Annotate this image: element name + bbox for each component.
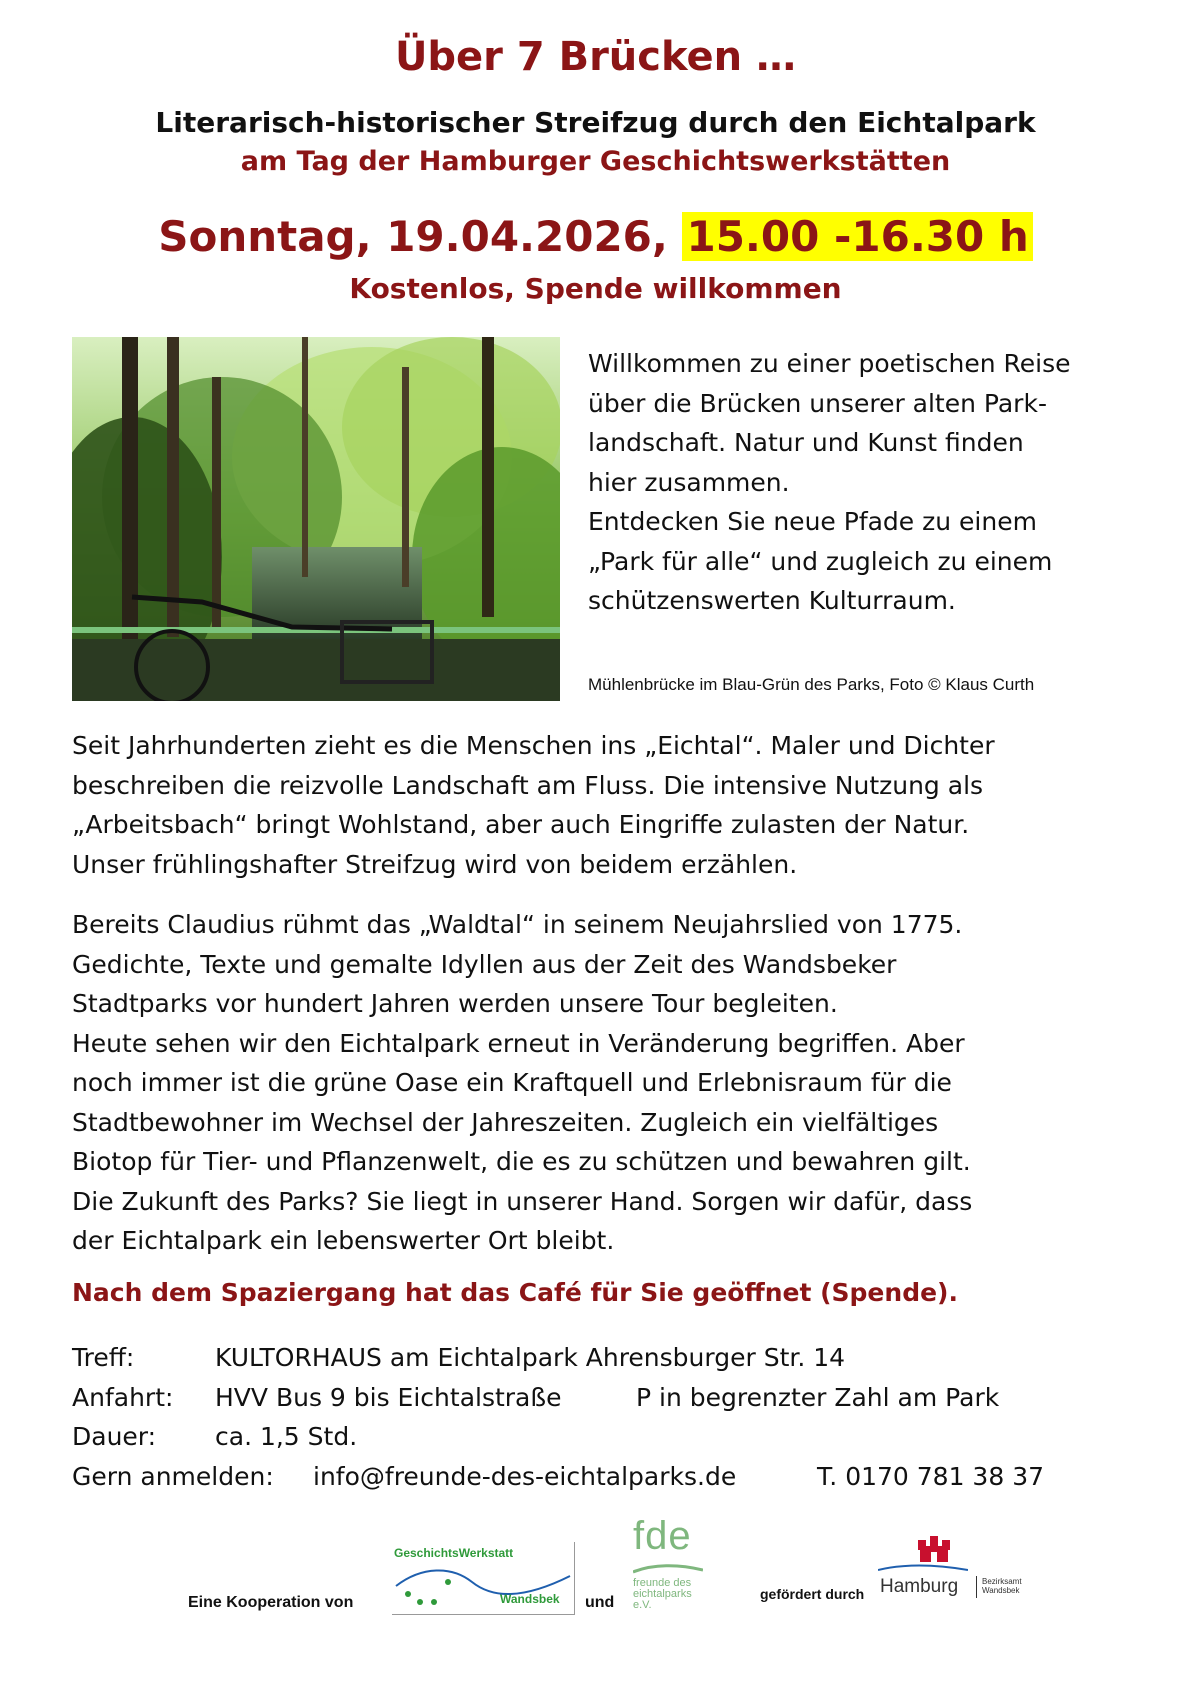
hamburg-logo-sub: Bezirksamt [982,1577,1022,1586]
intro-line: schützenswerten Kulturraum. [588,586,956,615]
intro-line: „Park für alle“ und zugleich zu einem [588,546,1053,576]
info-label: Treff: [72,1343,135,1372]
event-subtitle: Literarisch-historischer Streifzug durch den Eichtalpark [155,106,1036,139]
intro-line: landschaft. Natur und Kunst finden [588,428,1024,457]
event-time-highlight: 15.00 -16.30 h [682,212,1032,261]
info-label: Anfahrt: [72,1382,174,1412]
intro-line: Entdecken Sie neue Pfade zu einem [588,507,1037,536]
paragraph-line: Die Zukunft des Parks? Sie liegt in unserer Hand. Sorgen wir dafür, dass [72,1186,973,1216]
contact-phone: T. 0170 781 38 37 [817,1461,1045,1491]
photo-caption: Mühlenbrücke im Blau-Grün des Parks, Foto © Klaus Curth [588,675,1035,694]
fde-logo-line: eichtalparks [633,1588,692,1600]
paragraph-line: Seit Jahrhunderten zieht es die Menschen ins „Eichtal“. Maler und Dichter [72,731,995,760]
event-date-line [0,212,1191,261]
paragraph-line: Heute sehen wir den Eichtalpark erneut in Veränderung begriffen. Aber [72,1028,965,1058]
gw-logo-top: GeschichtsWerkstatt [394,1546,514,1560]
fde-logo-line: e.V. [633,1599,652,1611]
info-label: Gern anmelden: [72,1461,274,1491]
fde-logo-line: freunde des [633,1577,692,1589]
info-parking: P in begrenzter Zahl am Park [636,1382,1000,1412]
und-label: und [585,1594,615,1611]
event-cost: Kostenlos, Spende willkommen [349,272,842,305]
intro-line: hier zusammen. [588,467,790,497]
hamburg-logo-text: Hamburg [880,1576,959,1597]
hamburg-castle-icon [916,1534,952,1566]
paragraph-line: beschreiben die reizvolle Landschaft am Fluss. Die intensive Nutzung als [72,770,984,800]
cooperation-label: Eine Kooperation von [188,1594,354,1611]
paragraph-line: Bereits Claudius rühmt das „Waldtal“ in seinem Neujahrslied von 1775. [72,910,963,939]
cafe-note: Nach dem Spaziergang hat das Café für Sie geöffnet (Spende). [72,1278,958,1307]
paragraph-line: Biotop für Tier- und Pflanzenwelt, die es zu schützen und bewahren gilt. [72,1147,971,1176]
paragraph-line: Stadtparks vor hundert Jahren werden unsere Tour begleiten. [72,989,838,1018]
hamburg-logo-sub: Wandsbek [982,1586,1020,1595]
info-value: KULTORHAUS am Eichtalpark Ahrensburger Str. 14 [215,1343,846,1372]
park-photo [72,337,560,701]
intro-line: über die Brücken unserer alten Park- [588,388,1047,418]
info-value: HVV Bus 9 bis Eichtalstraße [215,1382,562,1412]
info-label: Dauer: [72,1422,157,1451]
intro-line: Willkommen zu einer poetischen Reise [588,349,1071,378]
paragraph-line: „Arbeitsbach“ bringt Wohlstand, aber auch Eingriffe zulasten der Natur. [72,810,970,839]
event-occasion: am Tag der Hamburger Geschichtswerkstätten [240,146,951,177]
gw-logo-bottom: Wandsbek [500,1592,560,1606]
hamburg-logo [878,1534,1038,1604]
gefoerdert-label: gefördert durch [760,1586,865,1602]
paragraph-line: Gedichte, Texte und gemalte Idyllen aus der Zeit des Wandsbeker [72,949,897,979]
contact-email-link[interactable]: info@freunde-des-eichtalparks.de [313,1461,737,1491]
fde-logo-big: fde [633,1514,692,1558]
intro-text [588,344,1158,621]
paragraph-history [72,726,1132,884]
geschichtswerkstatt-logo [392,1542,575,1615]
info-value: ca. 1,5 Std. [215,1422,358,1451]
event-date: Sonntag, 19.04.2026, [158,212,668,261]
fde-logo [633,1514,703,1611]
paragraph-line: noch immer ist die grüne Oase ein Kraftquell und Erlebnisraum für die [72,1068,952,1097]
paragraph-line: der Eichtalpark ein lebenswerter Ort bleibt. [72,1226,615,1255]
event-title: Über 7 Brücken … [394,34,797,80]
paragraph-line: Stadtbewohner im Wechsel der Jahreszeiten. Zugleich ein vielfältiges [72,1107,939,1137]
paragraph-tour [72,905,1132,1261]
paragraph-line: Unser frühlingshafter Streifzug wird von beidem erzählen. [72,849,798,879]
